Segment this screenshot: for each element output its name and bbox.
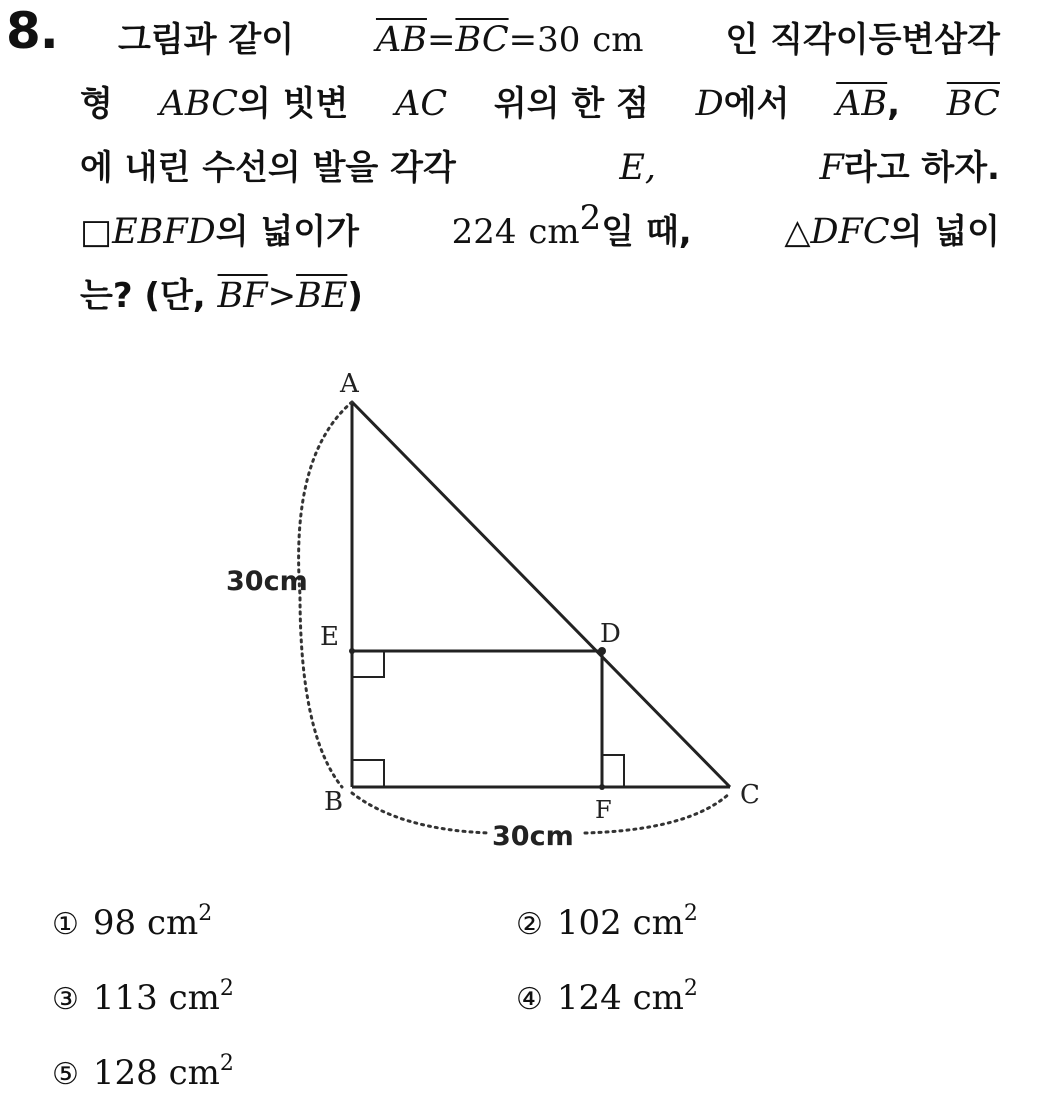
greater-than-sign: > [267,276,297,316]
length-value: 30 [537,20,581,60]
text-segment: 의 넓이가 [215,212,359,252]
quad-ebfd: EBFD [112,212,216,252]
choice-3[interactable] [52,978,234,1018]
text-segment: 형 [80,84,113,124]
choice-unit: cm [146,903,199,943]
label-side-bottom: 30cm [492,821,574,852]
choice-unit: cm [632,978,684,1018]
area-unit: cm [528,212,580,252]
choice-4[interactable] [516,978,698,1018]
quad-group [80,200,359,264]
point-f-dot [599,784,605,790]
choice-unit: cm [168,978,220,1018]
segment-ac: AC [395,84,448,124]
label-c: C [740,780,760,810]
question-line-3 [80,136,1000,200]
segment-be: $\overline{BE}$ [296,276,348,316]
choice-mark: ③ [52,982,79,1017]
question-line-4 [80,200,1000,264]
text-segment: 위의 한 점 [493,84,649,124]
triangle-dfc: DFC [810,212,890,252]
segment-bc: $\overline{BC}$ [946,84,1000,124]
right-angle-mark-f [602,755,624,787]
choice-mark: ① [52,907,79,942]
triangle-symbol: △ [784,212,811,252]
choice-exponent: 2 [198,901,213,926]
label-f: F [595,796,612,824]
choice-mark: ⑤ [52,1057,79,1092]
choice-value: 128 [92,1053,158,1093]
choice-mark: ④ [516,982,543,1017]
brace-bottom-left [352,793,490,833]
triangle-abc: ABC [159,84,239,124]
segment-bc: $\overline{BC}$ [455,20,509,60]
triangle-name-group [160,72,349,136]
label-side-left: 30cm [226,566,308,597]
choice-value: 124 [556,978,622,1018]
choice-exponent: 2 [683,901,698,926]
text-segment: 라고 하자. [843,148,1000,188]
text-segment: 의 빗변 [238,84,349,124]
label-d: D [600,619,621,649]
segment-bf: $\overline{BF}$ [217,276,268,316]
choice-value: 102 [556,903,622,943]
area-exponent: 2 [579,198,602,238]
choice-unit: cm [168,1053,220,1093]
choice-unit: cm [632,903,684,943]
point-e: E, [619,148,657,188]
point-f: F [819,148,844,188]
text-segment: 그림과 같이 [118,20,295,60]
question-line-2 [80,72,1000,136]
area-value: 224 [451,212,517,252]
comma: , [887,84,901,124]
text-segment: 는? (단, [80,276,206,316]
triangle-figure [200,355,800,875]
choice-exponent: 2 [219,976,234,1001]
right-angle-mark-e [352,651,384,677]
question-number: 8. [6,2,58,60]
choice-value: 113 [92,978,158,1018]
segment-ab: $\overline{AB}$ [375,20,427,60]
text-segment: 에서 [723,84,790,124]
choice-exponent: 2 [683,976,698,1001]
label-e: E [320,622,339,652]
choice-mark: ② [516,907,543,942]
point-e-dot [349,648,355,654]
segment-ab: $\overline{AB}$ [836,84,888,124]
equals-sign: = [426,20,456,60]
equals-sign: = [508,20,538,60]
label-b: B [324,787,344,817]
question-line-5 [80,264,1000,328]
choice-exponent: 2 [219,1051,234,1076]
question-text [80,8,1000,328]
point-d-group [696,72,790,136]
text-segment: ) [347,276,363,316]
segment-list [836,72,900,136]
square-symbol: □ [80,212,113,252]
area-group [452,200,692,264]
choice-1[interactable] [52,903,212,943]
right-angle-mark-b [352,760,384,787]
length-unit: cm [592,20,644,60]
choice-5[interactable] [52,1053,234,1093]
point-f-group [820,136,1000,200]
text-segment: 인 직각이등변삼각 [725,20,1000,60]
label-a: A [340,369,359,399]
text-segment: 에 내린 수선의 발을 각각 [80,148,456,188]
point-d: D [695,84,724,124]
choice-2[interactable] [516,903,698,943]
hypotenuse-ac [352,402,730,787]
question-line-1 [80,8,1000,72]
length-expression [376,8,644,72]
choice-value: 98 [92,903,137,943]
triangle-group [784,200,1000,264]
text-segment: 일 때, [601,212,692,252]
text-segment: 의 넓이 [889,212,1000,252]
